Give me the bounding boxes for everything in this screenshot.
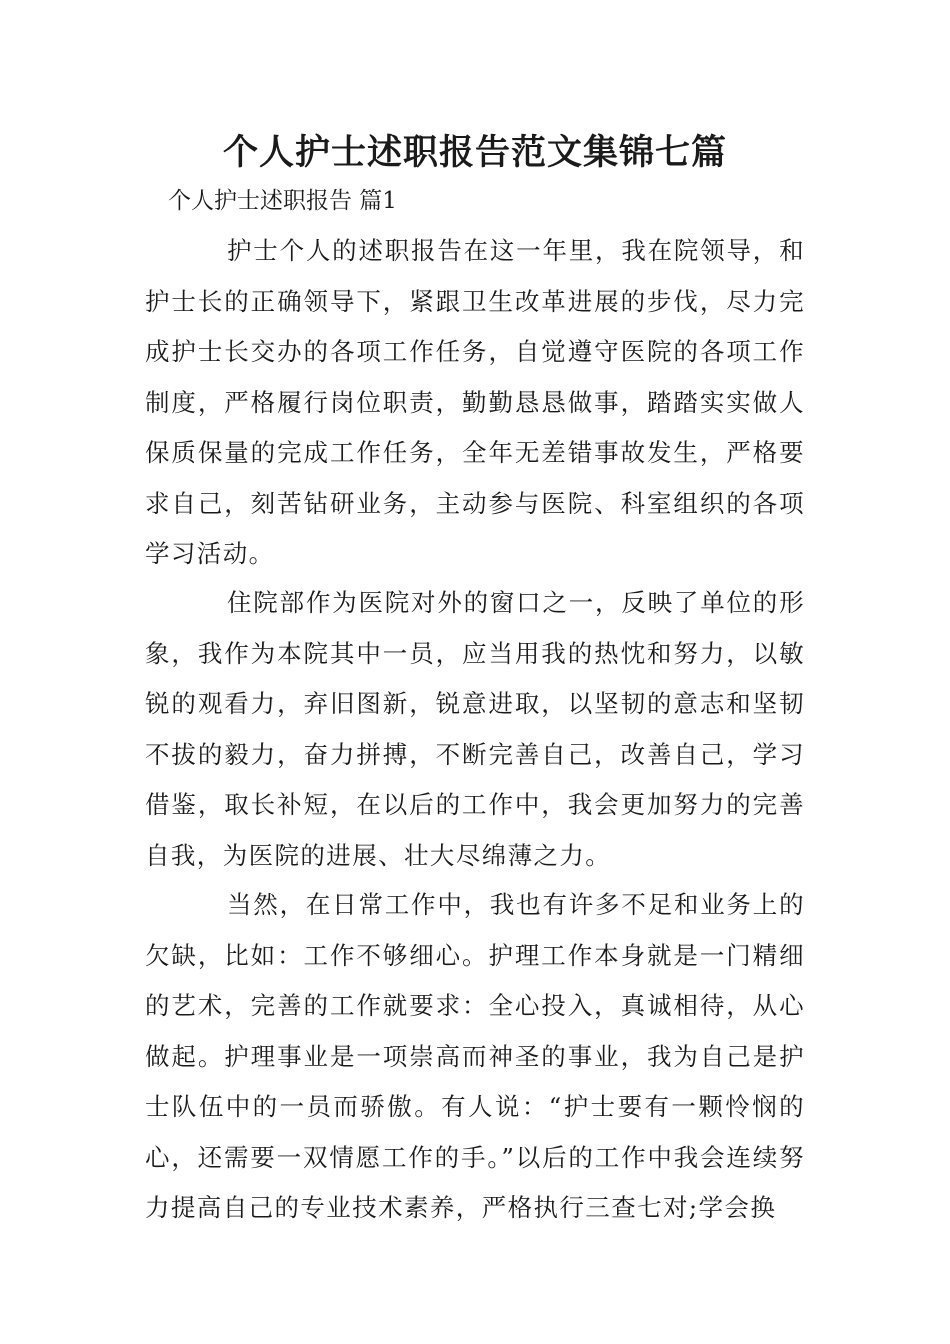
document-title: 个人护士述职报告范文集锦七篇 (222, 133, 727, 173)
paragraph-2: 住院部作为医院对外的窗口之一，反映了单位的形象，我作为本院其中一员，应当用我的热忱和努力，以敏锐的观看力，弃旧图新，锐意进取，以坚韧的意志和坚韧不拔的毅力，奋力拼搏，不断完善自己，改善自己，学习借鉴，取长补短，在以后的工作中，我会更加努力的完善自我，为医院的进展、壮大尽绵薄之力。 (145, 588, 805, 870)
section-subtitle: 个人护士述职报告 篇1 (168, 188, 397, 214)
paragraph-3: 当然，在日常工作中，我也有许多不足和业务上的欠缺，比如：工作不够细心。护理工作本身就是一门精细的艺术，完善的工作就要求：全心投入，真诚相待，从心做起。护理事业是一项崇高而神圣的事业，我为自己是护士队伍中的一员而骄傲。有人说：“护士要有一颗怜悯的心，还需要一双情愿工作的手。”以后的工作中我会连续努力提高自己的专业技术素养，严格执行三查七对;学会换 (145, 890, 805, 1222)
paragraph-1: 护士个人的述职报告在这一年里，我在院领导，和护士长的正确领导下，紧跟卫生改革进展的步伐，尽力完成护士长交办的各项工作任务，自觉遵守医院的各项工作制度，严格履行岗位职责，勤勤恳恳做事，踏踏实实做人保质保量的完成工作任务，全年无差错事故发生，严格要求自己，刻苦钻研业务，主动参与医院、科室组织的各项学习活动。 (145, 236, 805, 568)
